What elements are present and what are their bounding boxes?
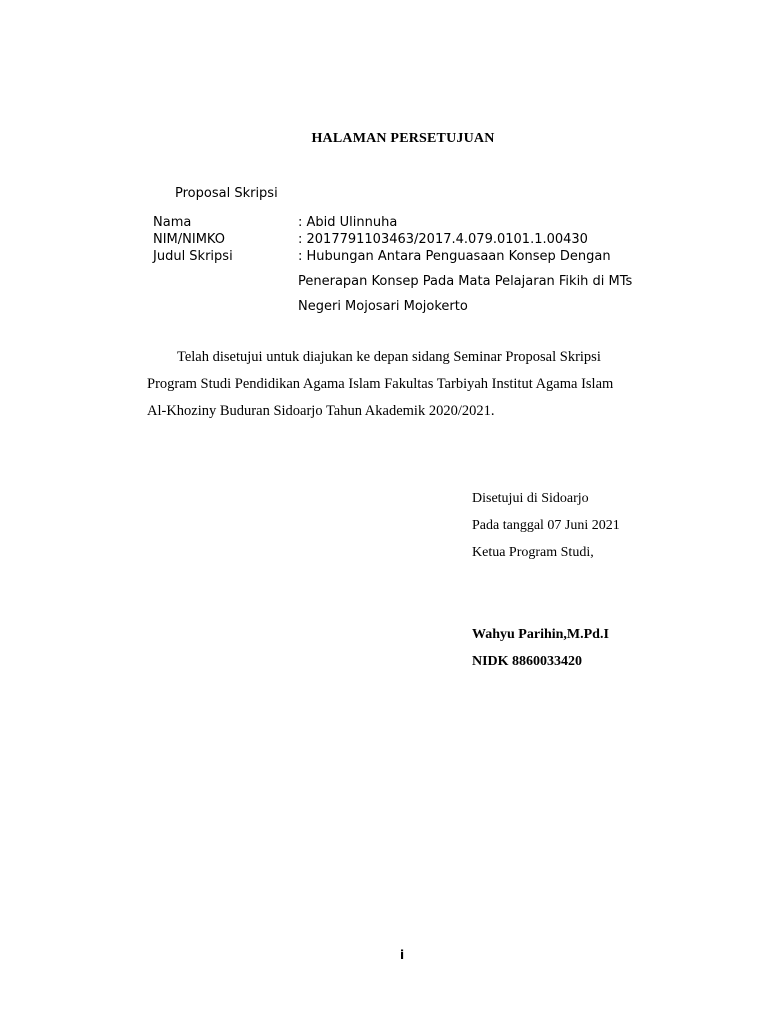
field-value-judul-line: Penerapan Konsep Pada Mata Pelajaran Fikih di MTs	[298, 274, 633, 289]
approval-role: Ketua Program Studi,	[472, 545, 594, 560]
field-label-nama: Nama	[153, 215, 192, 230]
statement-line: Program Studi Pendidikan Agama Islam Fakultas Tarbiyah Institut Agama Islam	[147, 376, 614, 392]
field-label-judul: Judul Skripsi	[153, 249, 233, 264]
field-value-nim: : 2017791103463/2017.4.079.0101.1.00430	[298, 232, 588, 247]
statement-line: Al-Khoziny Buduran Sidoarjo Tahun Akademik 2020/2021.	[147, 403, 495, 419]
page-title: HALAMAN PERSETUJUAN	[311, 131, 495, 146]
field-value-judul-line: Negeri Mojosari Mojokerto	[298, 299, 468, 314]
statement-line: Telah disetujui untuk diajukan ke depan sidang Seminar Proposal Skripsi	[177, 349, 601, 365]
signatory-nidk: NIDK 8860033420	[472, 654, 583, 669]
field-value-nama: : Abid Ulinnuha	[298, 215, 398, 230]
field-label-nim: NIM/NIMKO	[153, 232, 225, 247]
signatory-name: Wahyu Parihin,M.Pd.I	[472, 627, 609, 642]
approval-place: Disetujui di Sidoarjo	[472, 491, 589, 506]
approval-date: Pada tanggal 07 Juni 2021	[472, 518, 620, 533]
document-type: Proposal Skripsi	[175, 186, 278, 201]
page-number: i	[399, 948, 405, 962]
field-value-judul-line: : Hubungan Antara Penguasaan Konsep Dengan	[298, 249, 611, 264]
